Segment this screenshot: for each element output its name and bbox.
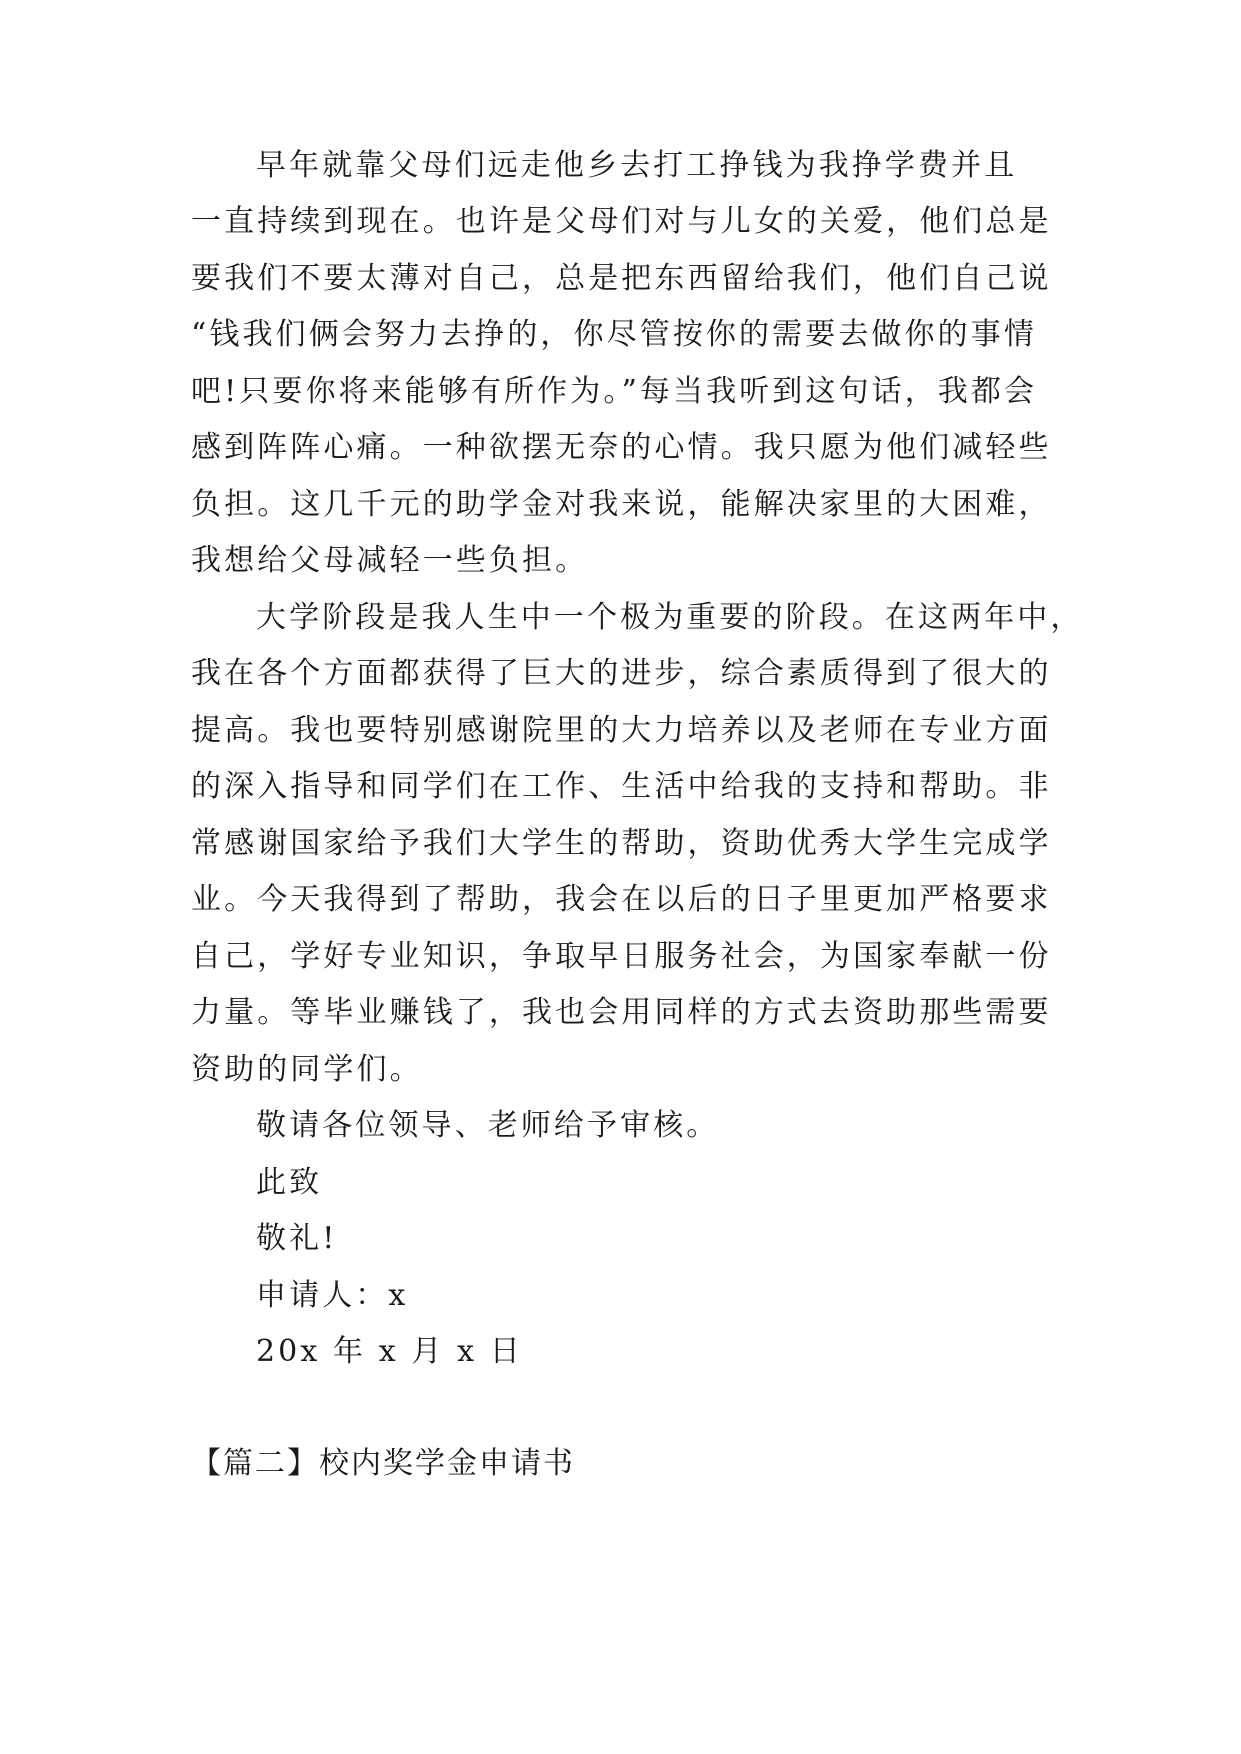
paragraph-1-line-5: 吧!只要你将来能够有所作为。”每当我听到这句话，我都会 — [191, 374, 1038, 409]
salutation: 此致 — [256, 1165, 323, 1200]
paragraph-2-line-3: 提高。我也要特别感谢院里的大力培养以及老师在专业方面 — [191, 713, 1052, 748]
review-request: 敬请各位领导、老师给予审核。 — [256, 1108, 720, 1143]
paragraph-2-line-6: 业。今天我得到了帮助，我会在以后的日子里更加严格要求 — [191, 882, 1052, 917]
paragraph-2-line-5: 常感谢国家给予我们大学生的帮助，资助优秀大学生完成学 — [191, 826, 1052, 861]
paragraph-2-line-2: 我在各个方面都获得了巨大的进步，综合素质得到了很大的 — [191, 656, 1052, 691]
applicant-signature: 申请人：x — [256, 1278, 409, 1313]
paragraph-2-line-7: 自己，学好专业知识，争取早日服务社会，为国家奉献一份 — [191, 939, 1052, 974]
paragraph-1-line-7: 负担。这几千元的助学金对我来说，能解决家里的大困难， — [191, 487, 1052, 522]
paragraph-1-line-2: 一直持续到现在。也许是父母们对与儿女的关爱，他们总是 — [191, 204, 1052, 239]
signature-date: 20x 年 x 月 x 日 — [256, 1334, 523, 1369]
paragraph-1-line-1: 早年就靠父母们远走他乡去打工挣钱为我挣学费并且 — [256, 148, 1018, 183]
paragraph-2-line-1: 大学阶段是我人生中一个极为重要的阶段。在这两年中， — [256, 600, 1084, 635]
paragraph-1-line-4: “钱我们俩会努力去挣的，你尽管按你的需要去做你的事情 — [191, 317, 1037, 352]
next-section-heading: 【篇二】校内奖学金申请书 — [191, 1446, 575, 1481]
paragraph-1-line-6: 感到阵阵心痛。一种欲摆无奈的心情。我只愿为他们减轻些 — [191, 430, 1052, 465]
paragraph-2-line-4: 的深入指导和同学们在工作、生活中给我的支持和帮助。非 — [191, 769, 1052, 804]
paragraph-2-line-9: 资助的同学们。 — [191, 1052, 423, 1087]
paragraph-1-line-3: 要我们不要太薄对自己，总是把东西留给我们，他们自己说 — [191, 261, 1052, 296]
regards: 敬礼! — [256, 1221, 338, 1256]
paragraph-2-line-8: 力量。等毕业赚钱了，我也会用同样的方式去资助那些需要 — [191, 995, 1052, 1030]
paragraph-1-line-8: 我想给父母减轻一些负担。 — [191, 543, 589, 578]
